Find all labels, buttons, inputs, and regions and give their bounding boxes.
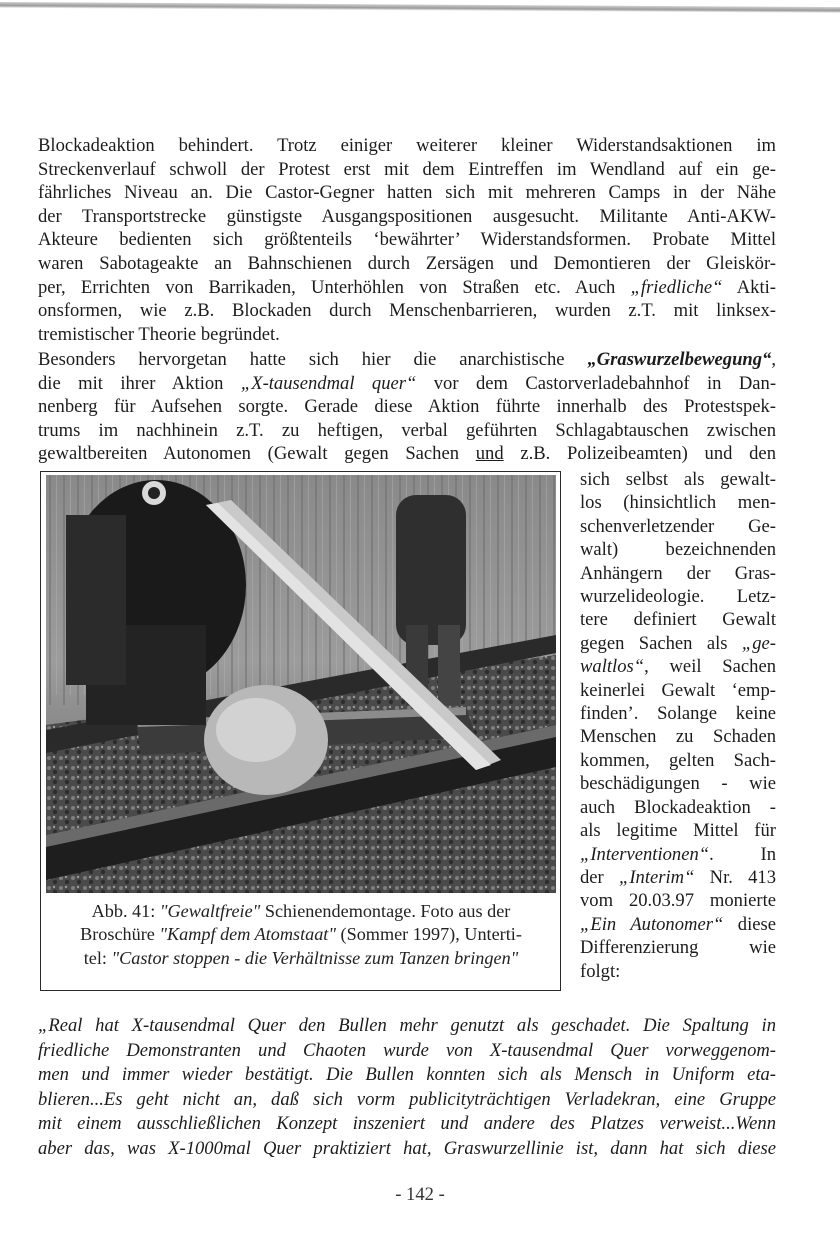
text-line bbox=[580, 655, 776, 678]
side-column-text bbox=[580, 468, 776, 983]
underlined-und: und bbox=[475, 443, 504, 465]
emphasis-friedliche: „friedliche“ bbox=[630, 276, 723, 298]
caption-text: tel: bbox=[83, 947, 112, 968]
text-span: vor dem Castorverladebahnhof in Dan- bbox=[416, 372, 777, 394]
text-line: beschädigungen - wie bbox=[580, 773, 776, 795]
figure-caption bbox=[47, 900, 555, 970]
text-span: die mit ihrer Aktion bbox=[38, 372, 241, 394]
quote-line: aber das, was X-1000mal Quer praktiziert hat, Graswurzellinie ist, dann hat sich diese bbox=[38, 1137, 776, 1159]
text-line bbox=[38, 442, 776, 466]
paragraph-castor-protest bbox=[38, 134, 776, 346]
text-line: keinerlei Gewalt ‘emp- bbox=[580, 679, 776, 701]
text-line bbox=[38, 372, 776, 396]
text-span: Besonders hervorgetan hatte sich hier die anarchistische bbox=[38, 349, 588, 370]
text-line bbox=[580, 632, 776, 655]
text-line: Menschen zu Schaden bbox=[580, 726, 776, 748]
text-line: als legitime Mittel für bbox=[580, 820, 776, 842]
quote-line: „Real hat X-tausendmal Quer den Bullen mehr genutzt als geschadet. Die Spaltung in bbox=[38, 1015, 776, 1036]
text-span: gewaltbereiten Autonomen (Gewalt gegen Sachen bbox=[38, 443, 476, 465]
caption-title: "Gewaltfreie" bbox=[159, 901, 261, 921]
text-line: Akteure bedienten sich größtenteils ‘bewährter’ Widerstandsformen. Probate Mittel bbox=[38, 229, 776, 251]
quote-line: mit einem ausschließlichen Konzept inszeniert und andere des Platzes verweist...Wenn bbox=[38, 1113, 776, 1135]
text-line: kommen, gelten Sach- bbox=[580, 749, 776, 771]
text-line: Differenzierung wie bbox=[580, 937, 776, 959]
text-line: wurzelideologie. Letz- bbox=[580, 586, 776, 608]
text-line: waren Sabotageakte an Bahnschienen durch Zersägen und Demontieren der Gleiskör- bbox=[38, 252, 776, 274]
quote-line: men und immer wieder bestätigt. Die Bullen konnten sich als Mensch in Uniform eta- bbox=[38, 1064, 776, 1086]
caption-text: (Sommer 1997), Unterti- bbox=[336, 924, 522, 945]
caption-text: Schienendemontage. Foto aus der bbox=[260, 901, 511, 921]
text-line: los (hinsichtlich men- bbox=[580, 492, 776, 514]
text-line bbox=[580, 843, 776, 866]
caption-brochure-title: "Kampf dem Atomstaat" bbox=[159, 924, 336, 945]
text-line: schenverletzender Ge- bbox=[580, 515, 776, 537]
text-line: vom 20.03.97 monierte bbox=[580, 890, 776, 912]
text-span: , weil Sachen bbox=[644, 656, 776, 678]
text-line: trums im nachhinein z.T. zu heftigen, verbal geführten Schlagabtauschen zwischen bbox=[38, 419, 776, 441]
caption-label: Abb. 41: bbox=[91, 901, 160, 921]
text-line bbox=[38, 348, 776, 372]
page-number: - 142 - bbox=[395, 1184, 445, 1205]
emphasis-ein-autonomer: „Ein Autonomer“ bbox=[580, 913, 724, 935]
text-line: der Transportstrecke günstigste Ausgangspositionen ausgesucht. Militante Anti-AKW- bbox=[38, 205, 776, 227]
text-line: onsformen, wie z.B. Blockaden durch Menschenbarrieren, wurden z.T. mit linksex- bbox=[38, 300, 776, 322]
text-line: nenberg für Aufsehen sorgte. Gerade diese Aktion führte innerhalb des Protestspek- bbox=[38, 396, 776, 418]
figure-abb-41 bbox=[40, 471, 561, 991]
caption-text: Broschüre bbox=[80, 924, 160, 945]
quote-line: blieren...Es geht nicht an, daß sich vorm publicityträchtigen Verladekran, eine Gruppe bbox=[38, 1088, 776, 1110]
text-line: tere definiert Gewalt bbox=[580, 609, 776, 631]
text-line: fährliches Niveau an. Die Castor-Gegner hatten sich mit mehreren Camps in der Nähe bbox=[38, 182, 776, 204]
photo-rail-dismantling bbox=[46, 475, 556, 893]
emphasis-interventionen: „Interventionen“ bbox=[580, 843, 710, 865]
text-line: Anhängern der Gras- bbox=[580, 562, 776, 584]
emphasis-graswurzelbewegung: „Graswurzelbewegung“ bbox=[587, 349, 772, 370]
text-line: walt) bezeichnenden bbox=[580, 539, 776, 561]
emphasis-gewaltlos: „ge- bbox=[741, 632, 776, 654]
text-line: tremistischer Theorie begründet. bbox=[38, 323, 280, 345]
text-span: z.B. Polizeibeamten) und den bbox=[503, 443, 776, 465]
text-span: per, Errichten von Barrikaden, Unterhöhlen von Straßen etc. Auch bbox=[38, 276, 631, 298]
emphasis-interim: „Interim“ bbox=[618, 866, 695, 888]
text-span: diese bbox=[723, 913, 776, 935]
text-span: der bbox=[580, 866, 619, 888]
text-line bbox=[580, 866, 776, 889]
quote-block bbox=[38, 1014, 776, 1162]
text-line: Blockadeaktion behindert. Trotz einiger weiterer kleiner Widerstandsaktionen im bbox=[38, 135, 776, 156]
text-span: , bbox=[771, 349, 776, 370]
text-span: Nr. 413 bbox=[694, 866, 777, 888]
text-line: Streckenverlauf schwoll der Protest erst mit dem Eintreffen im Wendland auf ein ge- bbox=[38, 158, 776, 180]
text-line: folgt: bbox=[580, 960, 621, 982]
text-line bbox=[580, 913, 776, 936]
paragraph-graswurzel bbox=[38, 348, 776, 466]
text-line: auch Blockadeaktion - bbox=[580, 796, 776, 818]
page-top-edge bbox=[0, 2, 840, 13]
text-line: sich selbst als gewalt- bbox=[580, 469, 776, 490]
quote-line: friedliche Demonstranten und Chaoten wurde von X-tausendmal Quer vorweggenom- bbox=[38, 1039, 776, 1061]
text-span: Akti- bbox=[722, 276, 776, 298]
text-line bbox=[38, 276, 776, 300]
caption-subtitle: "Castor stoppen - die Verhältnisse zum Tanzen bringen" bbox=[111, 947, 519, 968]
text-span: gegen Sachen als bbox=[580, 632, 742, 654]
text-span: . In bbox=[709, 843, 776, 865]
text-line: finden’. Solange keine bbox=[580, 703, 776, 725]
emphasis-gewaltlos: waltlos“ bbox=[580, 656, 645, 678]
emphasis-x-tausendmal-quer: „X-tausendmal quer“ bbox=[240, 372, 417, 394]
